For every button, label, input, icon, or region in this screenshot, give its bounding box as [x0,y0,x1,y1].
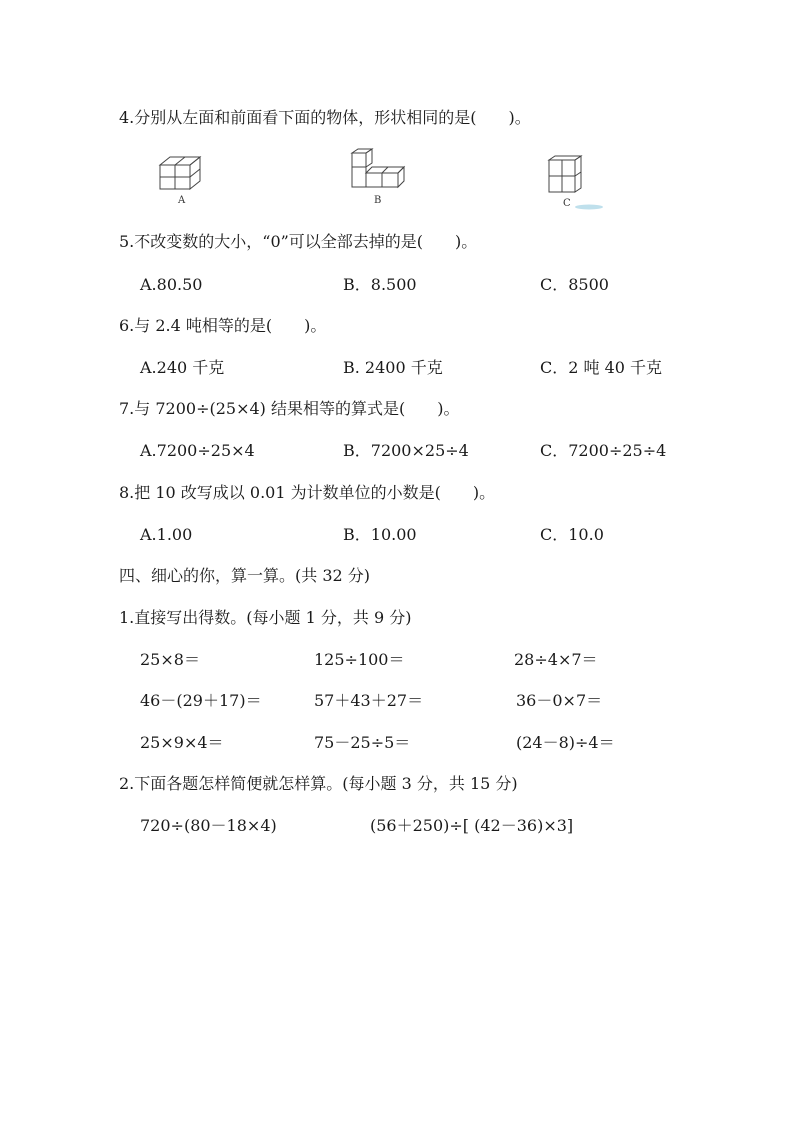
calc-2-3: 36－0×7＝ [516,691,603,710]
question-7-option-a: A.7200÷25×4 [140,441,255,460]
calc-2-1: 46－(29＋17)＝ [140,691,262,710]
calc-2-2: 57＋43＋27＝ [314,691,424,710]
calc-3-2: 75－25÷5＝ [314,733,411,752]
question-5-option-c: C．8500 [540,275,609,294]
question-6-option-a: A.240 千克 [140,358,225,377]
figure-c-cubes-icon [547,154,587,196]
calc-1-2: 125÷100＝ [314,650,405,669]
simplify-1: 720÷(80－18×4) [140,816,277,835]
calc-1-3: 28÷4×7＝ [514,650,598,669]
figure-b-label: B [374,195,382,206]
question-7-stem: 7.与 7200÷(25×4) 结果相等的算式是( )。 [119,399,460,418]
calc-1-1: 25×8＝ [140,650,200,669]
figure-a-cubes-icon [158,153,208,193]
section-4-heading: 四、细心的你，算一算。(共 32 分) [119,566,371,585]
figure-a [158,153,208,193]
question-6-option-c: C．2 吨 40 千克 [540,358,663,377]
simplify-2: (56＋250)÷[ (42－36)×3] [370,816,574,835]
smudge-icon [573,203,605,211]
calc-3-1: 25×9×4＝ [140,733,224,752]
question-8-stem: 8.把 10 改写成以 0.01 为计数单位的小数是( )。 [119,483,496,502]
figure-b [348,147,408,193]
question-6-stem: 6.与 2.4 吨相等的是( )。 [119,316,327,335]
figure-b-cubes-icon [348,147,408,193]
question-5-option-a: A.80.50 [140,275,203,294]
question-8-option-a: A.1.00 [140,525,193,544]
question-8-option-c: C．10.0 [540,525,604,544]
part-1-stem: 1.直接写出得数。(每小题 1 分，共 9 分) [119,608,412,627]
question-6-option-b: B. 2400 千克 [343,358,443,377]
part-2-stem: 2.下面各题怎样简便就怎样算。(每小题 3 分，共 15 分) [119,774,518,793]
question-4-stem: 4.分别从左面和前面看下面的物体，形状相同的是( )。 [119,108,531,127]
question-5-stem: 5.不改变数的大小，“0”可以全部去掉的是( )。 [119,232,478,251]
figure-c-smudge [573,203,605,211]
figure-c-label: C [563,198,571,209]
calc-3-3: (24－8)÷4＝ [516,733,615,752]
figure-c [547,154,587,196]
question-7-option-c: C．7200÷25÷4 [540,441,667,460]
figure-a-label: A [178,195,186,206]
question-7-option-b: B．7200×25÷4 [343,441,469,460]
question-5-option-b: B．8.500 [343,275,417,294]
question-8-option-b: B．10.00 [343,525,417,544]
